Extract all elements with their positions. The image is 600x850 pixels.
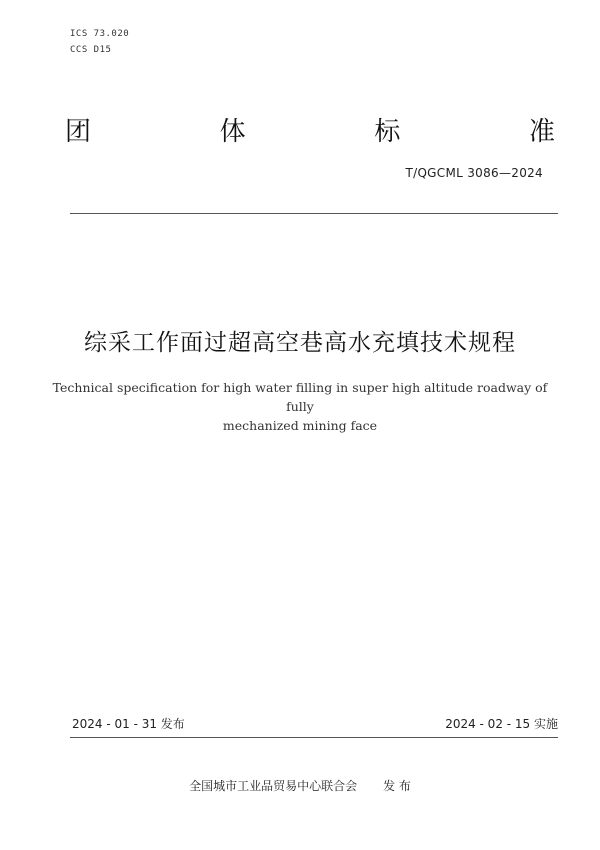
- issue-date: 2024 - 01 - 31 发布: [72, 717, 185, 731]
- standard-number: T/QGCML 3086—2024: [405, 166, 543, 180]
- ics-code: ICS 73.020: [70, 29, 130, 39]
- english-title-line: Technical specification for high water filling in super high altitude roadway of fully: [52, 380, 548, 414]
- publisher-line: [0, 777, 600, 794]
- standard-type-char: 标: [374, 117, 401, 147]
- standard-type-heading: [65, 114, 555, 150]
- ccs-code: CCS D15: [70, 45, 112, 55]
- standard-type-char: 体: [219, 117, 246, 147]
- publish-action: 发 布: [383, 779, 411, 793]
- english-title: [40, 378, 560, 435]
- publisher-name: 全国城市工业品贸易中心联合会: [189, 779, 358, 793]
- implementation-date: 2024 - 02 - 15 实施: [445, 717, 558, 731]
- standard-type-char: 准: [528, 117, 555, 147]
- chinese-title: 综采工作面过超高空巷高水充填技术规程: [84, 330, 516, 356]
- standard-type-char: 团: [65, 117, 92, 147]
- bottom-divider: [70, 737, 558, 738]
- english-title-line: mechanized mining face: [222, 418, 378, 433]
- top-divider: [70, 213, 558, 214]
